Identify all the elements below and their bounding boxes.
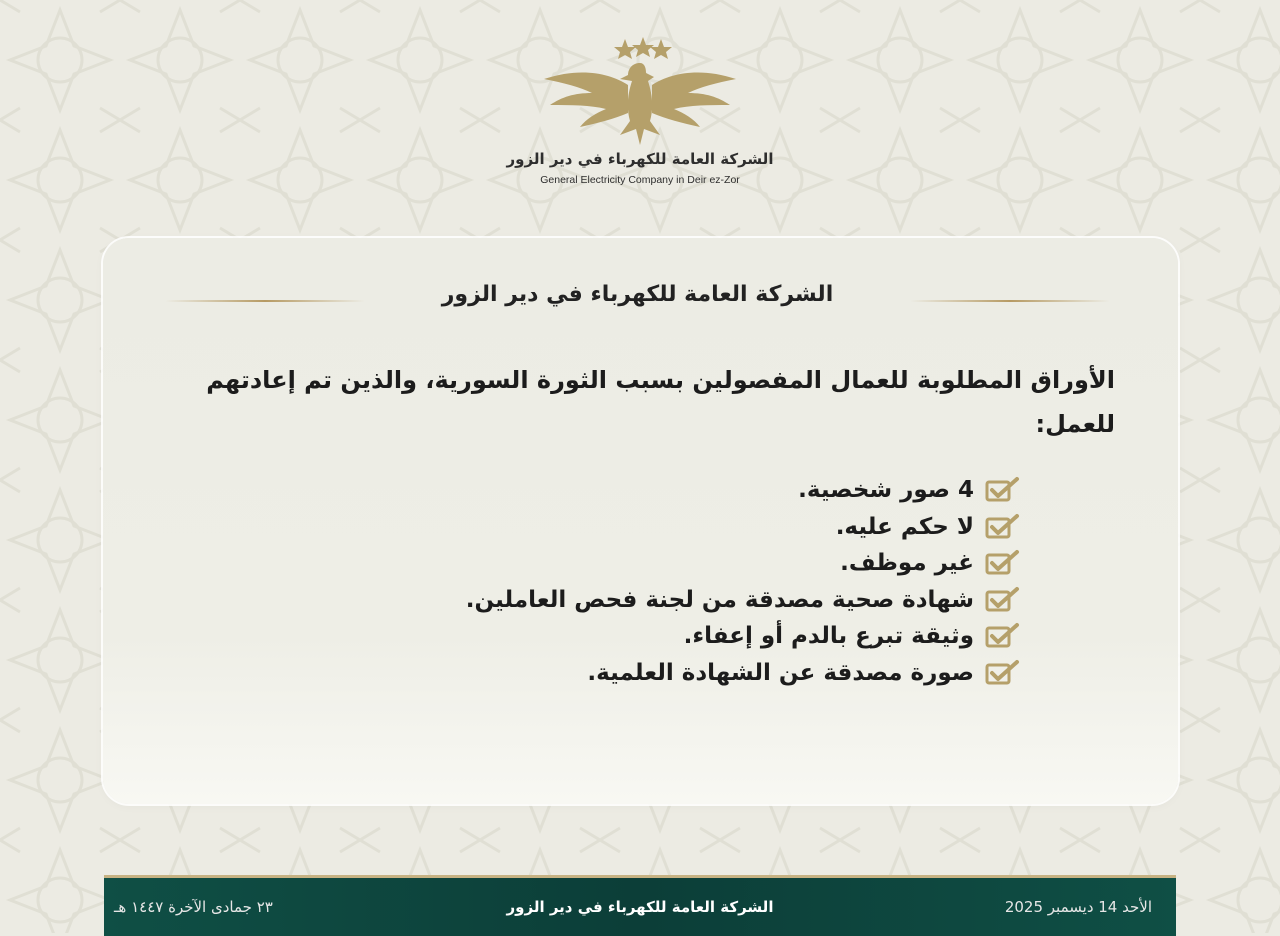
list-item-text: لا حكم عليه.	[835, 513, 974, 540]
company-logo	[0, 35, 1280, 147]
requirements-list	[320, 472, 1020, 691]
eagle-emblem-icon	[540, 35, 740, 147]
list-item-text: غير موظف.	[840, 550, 974, 577]
list-item	[320, 472, 1020, 509]
list-item	[320, 545, 1020, 582]
footer-bar	[104, 875, 1176, 936]
logo-name-arabic: الشركة العامة للكهرباء في دير الزور	[506, 150, 774, 168]
list-item-text: 4 صور شخصية.	[798, 477, 974, 504]
checkbox-checked-icon	[984, 586, 1020, 614]
footer-title: الشركة العامة للكهرباء في دير الزور	[506, 898, 774, 916]
checkbox-checked-icon	[984, 659, 1020, 687]
checkbox-checked-icon	[984, 476, 1020, 504]
checkbox-checked-icon	[984, 549, 1020, 577]
list-item-text: صورة مصدقة عن الشهادة العلمية.	[587, 659, 974, 686]
card-heading: الشركة العامة للكهرباء في دير الزور	[441, 282, 834, 307]
intro-text: الأوراق المطلوبة للعمال المفصولين بسبب الثورة السورية، والذين تم إعادتهم للعمل:	[206, 366, 1115, 438]
checkbox-checked-icon	[984, 513, 1020, 541]
logo-name-english: General Electricity Company in Deir ez-Zor	[540, 174, 740, 186]
card-heading-row	[160, 282, 1115, 318]
list-item	[320, 618, 1020, 655]
footer-hijri-date: ٢٣ جمادى الآخرة ١٤٤٧ هـ	[114, 898, 273, 916]
list-item	[320, 509, 1020, 546]
list-item-text: شهادة صحية مصدقة من لجنة فحص العاملين.	[465, 586, 974, 613]
checkbox-checked-icon	[984, 622, 1020, 650]
footer-gregorian-date: الأحد 14 ديسمبر 2025	[1004, 898, 1152, 916]
list-item-text: وثيقة تبرع بالدم أو إعفاء.	[683, 623, 974, 650]
list-item	[320, 582, 1020, 619]
list-item	[320, 655, 1020, 692]
